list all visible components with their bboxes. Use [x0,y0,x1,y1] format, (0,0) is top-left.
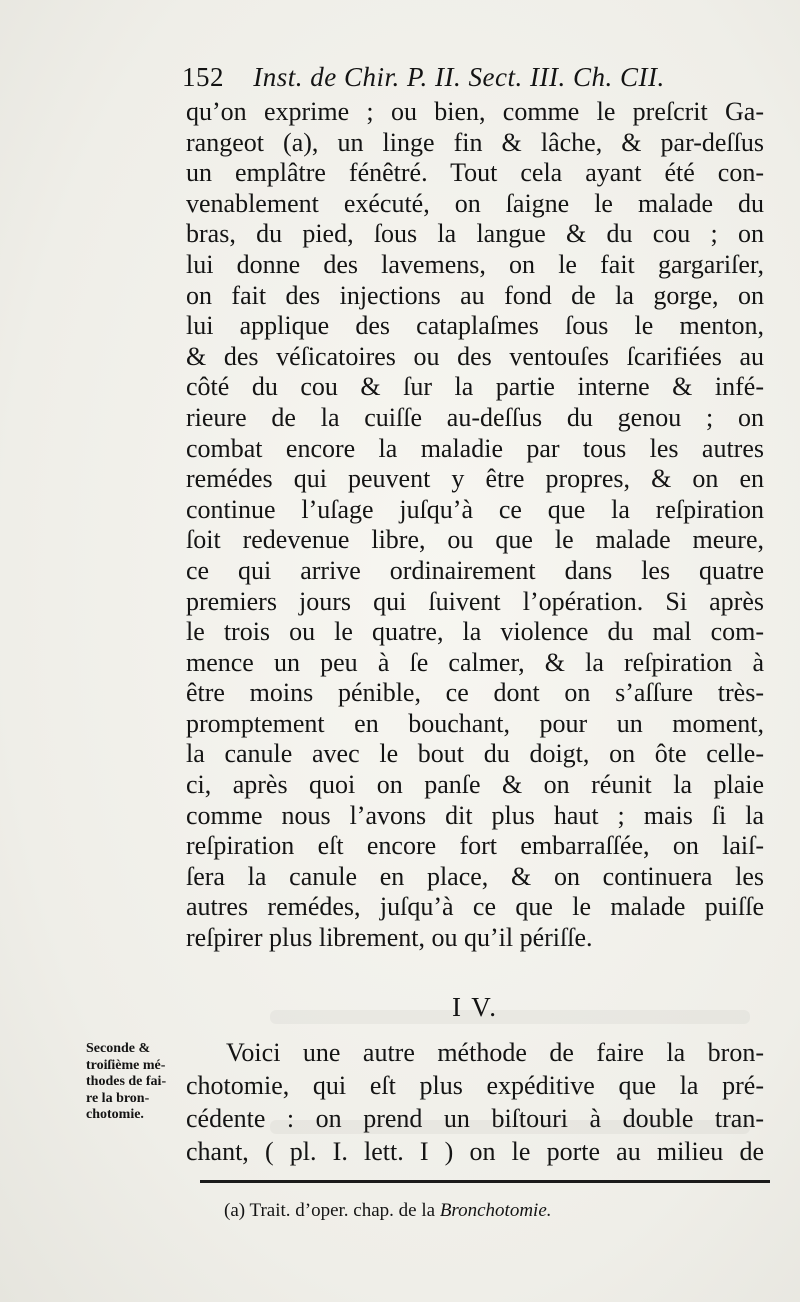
show-through-shadow [270,1010,750,1024]
margin-note [86,1041,186,1124]
margin-note-line: thodes de fai- [86,1074,167,1089]
footnote-text: Trait. d’oper. chap. de la [249,1200,436,1221]
text-line: comme nous l’avons dit plus haut ; mais ſi la [186,800,764,830]
text-line: continue l’uſage juſqu’à ce que la reſpiration [186,494,764,524]
text-line: remédes qui peuvent y être propres, & on en [186,464,764,494]
text-line: lui applique des cataplaſmes ſous le menton, [186,311,764,341]
margin-note-line: Seconde & [86,1041,151,1056]
text-line: côté du cou & ſur la partie interne & infé- [186,372,764,402]
text-line: la canule avec le bout du doigt, on ôte celle- [186,739,764,769]
margin-note-line: chotomie. [86,1107,144,1122]
text-line: on fait des injections au fond de la gorge, on [186,280,764,310]
margin-note-line: troiſième mé- [86,1057,166,1073]
text-line: ſera la canule en place, & on continuera les [186,861,764,891]
text-line: chant, ( pl. I. lett. I ) on le porte au milieu de [186,1137,764,1166]
text-line: reſpiration eſt encore fort embarraſſée, on laiſ- [186,831,764,861]
text-line: bras, du pied, ſous la langue & du cou ; on [186,219,764,249]
footnote-rule [200,1180,770,1183]
text-line: premiers jours qui ſuivent l’opération. Si après [186,586,764,616]
text-line: rangeot (a), un linge fin & lâche, & par-deſſus [186,127,764,157]
text-line: le trois ou le quatre, la violence du mal com- [186,617,764,647]
text-line: autres remédes, juſqu’à ce que le malade puiſſe [186,892,764,922]
text-line: un emplâtre fénêtré. Tout cela ayant été con- [186,158,764,188]
page-number: 152 [182,62,224,92]
paragraph-1 [186,97,764,954]
section-number: I V. [452,992,499,1022]
text-line: ce qui arrive ordinairement dans les quatre [186,555,764,585]
text-line: Voici une autre méthode de faire la bron- [226,1038,764,1067]
text-line: reſpirer plus librement, ou qu’il périſſe. [186,923,593,953]
running-title: Inst. de Chir. P. II. Sect. III. Ch. CII. [253,62,665,92]
text-line: rieure de la cuiſſe au-deſſus du genou ; on [186,402,764,432]
footnote-marker: (a) [224,1200,246,1221]
footnote-italic: Bronchotomie. [439,1200,552,1221]
running-header [182,62,782,94]
text-line: promptement en bouchant, pour un moment, [186,708,764,738]
text-line: mence un peu à ſe calmer, & la reſpiration à [186,647,764,677]
text-line: & des véſicatoires ou des ventouſes ſcarifiées au [186,341,764,371]
text-line: combat encore la maladie par tous les autres [186,433,764,463]
text-line: ci, après quoi on panſe & on réunit la plaie [186,770,764,800]
paragraph-2 [186,1036,764,1168]
text-line: venablement exécuté, on ſaigne le malade du [186,188,764,218]
text-line: être moins pénible, ce dont on s’aſſure très- [186,678,764,708]
footnote [224,1200,552,1222]
text-line: chotomie, qui eſt plus expéditive que la pré- [186,1071,764,1100]
margin-note-line: re la bron- [86,1090,150,1106]
text-line: cédente : on prend un biſtouri à double tran- [186,1104,764,1133]
text-line: lui donne des lavemens, on le fait gargariſer, [186,249,764,279]
text-line: ſoit redevenue libre, ou que le malade meure, [186,525,764,555]
text-line: qu’on exprime ; ou bien, comme le preſcrit Ga- [186,97,764,126]
